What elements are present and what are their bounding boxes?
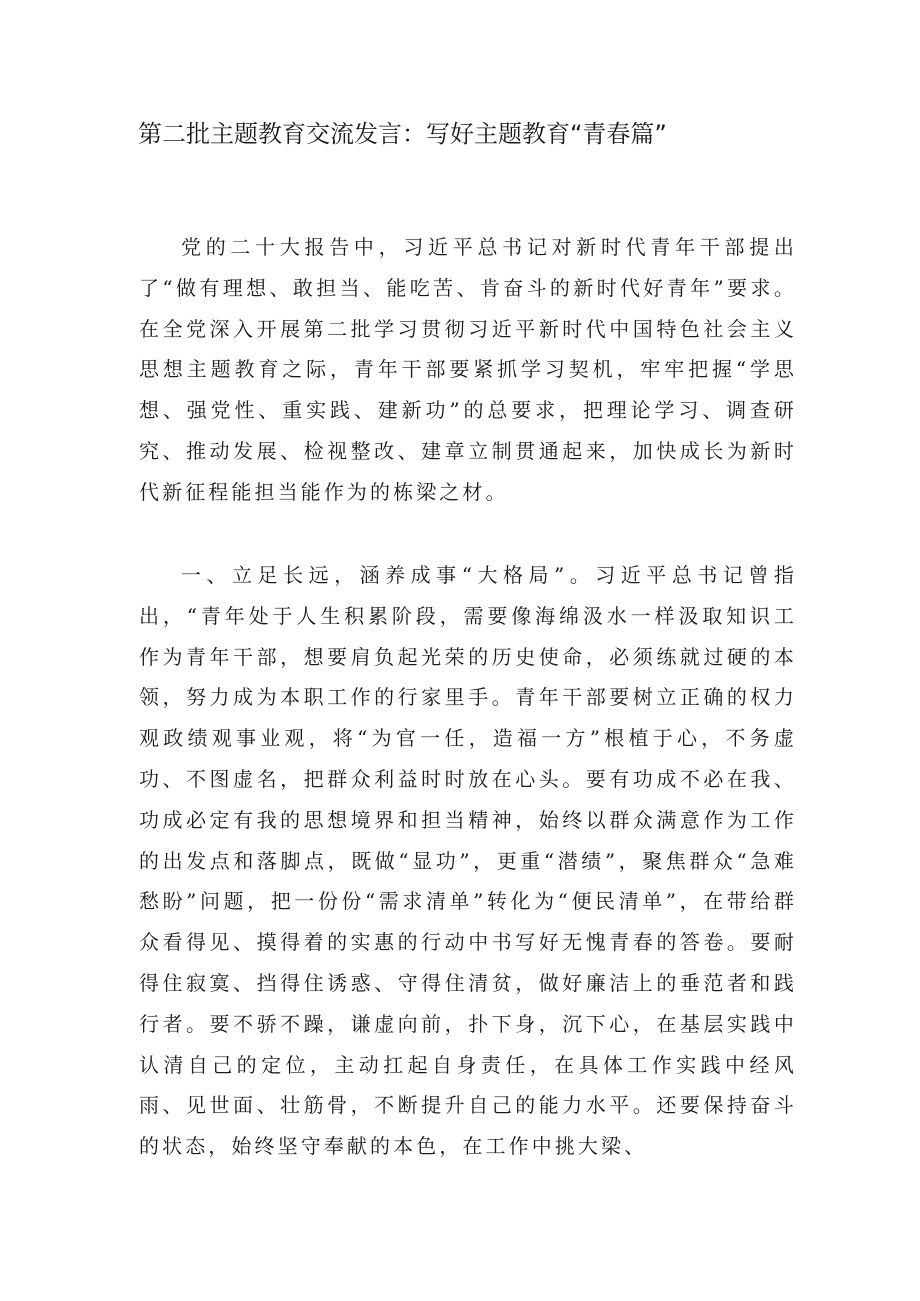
- paragraph-intro: 党的二十大报告中，习近平总书记对新时代青年干部提出了“做有理想、敢担当、能吃苦、肯奋斗的新时代好青年”要求。在全党深入开展第二批学习贯彻习近平新时代中国特色社会主义思想主题教育之际，青年干部要紧抓学习契机，牢牢把握“学思想、强党性、重实践、建新功”的总要求，把理论学习、调查研究、推动发展、检视整改、建章立制贯通起来，加快成长为新时代新征程能担当能作为的栋梁之材。: [139, 235, 797, 504]
- paragraph-section-one: 一、立足长远，涵养成事“大格局”。习近平总书记曾指出，“青年处于人生积累阶段，需要像海绵汲水一样汲取知识工作为青年干部，想要肩负起光荣的历史使命，必须练就过硬的本领，努力成为本职工作的行家里手。青年干部要树立正确的权力观政绩观事业观，将“为官一任，造福一方”根植于心，不务虚功、不图虚名，把群众利益时时放在心头。要有功成不必在我、功成必定有我的思想境界和担当精神，始终以群众满意作为工作的出发点和落脚点，既做“显功”，更重“潜绩”，聚焦群众“急难愁盼”问题，把一份份“需求清单”转化为“便民清单”，在带给群众看得见、摸得着的实惠的行动中书写好无愧青春的答卷。要耐得住寂寞、挡得住诱惑、守得住清贫，做好廉洁上的垂范者和践行者。要不骄不躁，谦虚向前，扑下身，沉下心，在基层实践中认清自己的定位，主动扛起自身责任，在具体工作实践中经风雨、见世面、壮筋骨，不断提升自己的能力水平。还要保持奋斗的状态，始终坚守奉献的本色，在工作中挑大梁、: [139, 563, 797, 1159]
- document-title: 第二批主题教育交流发言：写好主题教育“青春篇”: [138, 120, 667, 148]
